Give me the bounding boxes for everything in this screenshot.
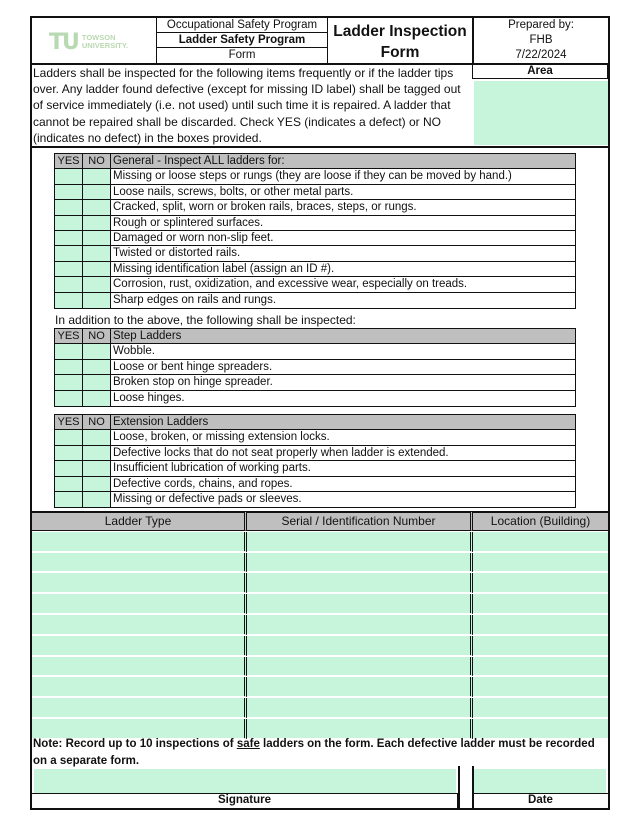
no-checkbox[interactable] <box>83 477 111 491</box>
checklist-row <box>55 262 575 277</box>
grid-header-row <box>32 511 608 532</box>
yes-checkbox[interactable] <box>55 430 83 444</box>
no-checkbox[interactable] <box>83 277 111 291</box>
yes-checkbox[interactable] <box>55 262 83 276</box>
yes-checkbox[interactable] <box>55 200 83 214</box>
signature-input[interactable] <box>34 769 456 793</box>
grid-row <box>32 553 608 574</box>
yes-checkbox[interactable] <box>55 216 83 230</box>
form-title <box>328 18 474 63</box>
checklist-item: Defective locks that do not seat properly when ladder is extended. <box>113 446 449 459</box>
prepared-date: 7/22/2024 <box>515 49 567 61</box>
no-checkbox[interactable] <box>83 391 111 406</box>
ladder-type-input[interactable] <box>32 677 247 697</box>
note-suffix: ladders on the form. Each defective ladder must be recorded on a separate form. <box>33 738 595 767</box>
yes-header: YES <box>55 415 83 429</box>
checklist-row <box>55 391 575 406</box>
checklist-item: Corrosion, rust, oxidization, and excessive wear, especially on treads. <box>113 278 468 291</box>
checklist-row <box>55 216 575 231</box>
checklist-row <box>55 277 575 292</box>
grid-row <box>32 677 608 698</box>
note-underlined: safe <box>236 738 260 750</box>
checklist-row <box>55 446 575 461</box>
checklist-item: Defective cords, chains, and ropes. <box>113 477 293 490</box>
yes-checkbox[interactable] <box>55 277 83 291</box>
program-line-1: Occupational Safety Program <box>157 18 327 33</box>
ladder-type-input[interactable] <box>32 573 247 593</box>
in-addition-text: In addition to the above, the following shall be inspected: <box>55 313 356 327</box>
serial-number-input[interactable] <box>247 553 473 573</box>
checklist-item: Damaged or worn non-slip feet. <box>113 231 274 244</box>
serial-number-input[interactable] <box>247 532 473 552</box>
checklist-header <box>55 329 575 344</box>
yes-checkbox[interactable] <box>55 169 83 183</box>
instructions-text: Ladders shall be inspected for the following items frequently or if the ladder tips over. Any ladder found defective (except for missing ID label) shall be tagged out of service immediately (i.e. not used) until such time it is repaired. A ladder that cannot be repaired shall be discarded. Check YES (indicates a defect) or NO (indicates no defect) in the boxes provided. <box>33 66 461 145</box>
form-header <box>30 16 610 65</box>
ladder-type-input[interactable] <box>32 657 247 677</box>
frame-right <box>608 65 610 810</box>
checklist-row <box>55 360 575 375</box>
no-checkbox[interactable] <box>83 446 111 460</box>
grid-row <box>32 594 608 615</box>
location-input[interactable] <box>473 636 608 656</box>
no-checkbox[interactable] <box>83 262 111 276</box>
no-checkbox[interactable] <box>83 492 111 507</box>
checklist-row <box>55 461 575 476</box>
checklist-row <box>55 200 575 215</box>
area-input[interactable] <box>474 81 608 145</box>
ladder-type-input[interactable] <box>32 532 247 552</box>
logo-mark: TU <box>49 29 78 55</box>
yes-checkbox[interactable] <box>55 461 83 475</box>
no-checkbox[interactable] <box>83 246 111 260</box>
ladder-type-input[interactable] <box>32 636 247 656</box>
checklist-item: Loose nails, screws, bolts, or other metal parts. <box>113 185 354 198</box>
no-checkbox[interactable] <box>83 293 111 308</box>
prepared-by-value: FHB <box>529 34 553 46</box>
inspection-record-grid <box>32 511 608 740</box>
location-header: Location (Building) <box>473 511 608 531</box>
prepared-by-label: Prepared by: <box>508 19 574 31</box>
location-input[interactable] <box>473 573 608 593</box>
ladder-type-input[interactable] <box>32 698 247 718</box>
serial-number-input[interactable] <box>247 573 473 593</box>
checklist-row <box>55 344 575 359</box>
grid-row <box>32 615 608 636</box>
grid-row <box>32 532 608 553</box>
serial-number-input[interactable] <box>247 615 473 635</box>
area-label: Area <box>472 65 608 79</box>
checklist-item: Insufficient lubrication of working parts. <box>113 462 311 475</box>
checklist-row <box>55 185 575 200</box>
no-checkbox[interactable] <box>83 169 111 183</box>
checklist-row <box>55 477 575 492</box>
extension-heading: Extension Ladders <box>111 415 575 429</box>
checklist-row <box>55 293 575 308</box>
yes-checkbox[interactable] <box>55 477 83 491</box>
no-checkbox[interactable] <box>83 200 111 214</box>
program-line-3: Form <box>228 49 256 61</box>
yes-checkbox[interactable] <box>55 360 83 374</box>
no-checkbox[interactable] <box>83 360 111 374</box>
checklist-item: Missing or defective pads or sleeves. <box>113 492 302 505</box>
checklist-item: Missing identification label (assign an ID #). <box>113 262 335 275</box>
checklist-header <box>55 415 575 430</box>
checklist-item: Missing or loose steps or rungs (they are loose if they can be moved by hand.) <box>113 170 512 183</box>
location-input[interactable] <box>473 594 608 614</box>
yes-header: YES <box>55 154 83 168</box>
location-input[interactable] <box>473 615 608 635</box>
ladder-type-input[interactable] <box>32 594 247 614</box>
checklist-item: Cracked, split, worn or broken rails, braces, steps, or rungs. <box>113 201 417 214</box>
frame-bottom <box>30 808 610 810</box>
step-heading: Step Ladders <box>111 329 575 343</box>
general-heading: General - Inspect ALL ladders for: <box>111 154 575 168</box>
no-checkbox[interactable] <box>83 430 111 444</box>
program-cell <box>156 18 328 63</box>
checklist-row <box>55 169 575 184</box>
yes-checkbox[interactable] <box>55 446 83 460</box>
no-checkbox[interactable] <box>83 185 111 199</box>
logo-cell <box>32 18 156 63</box>
location-input[interactable] <box>473 553 608 573</box>
location-input[interactable] <box>473 532 608 552</box>
checklist-row <box>55 492 575 507</box>
location-input[interactable] <box>473 698 608 718</box>
no-header: NO <box>83 415 111 429</box>
title-line-2: Form <box>380 44 420 61</box>
general-checklist <box>54 153 576 309</box>
ladder-type-input[interactable] <box>32 615 247 635</box>
signature-label: Signature <box>32 793 458 808</box>
step-ladder-checklist <box>54 328 576 407</box>
divider <box>32 146 608 148</box>
checklist-row <box>55 246 575 261</box>
yes-checkbox[interactable] <box>55 391 83 406</box>
serial-number-input[interactable] <box>247 594 473 614</box>
no-checkbox[interactable] <box>83 344 111 358</box>
yes-checkbox[interactable] <box>55 246 83 260</box>
yes-checkbox[interactable] <box>55 344 83 358</box>
checklist-item: Loose hinges. <box>113 391 185 404</box>
checklist-item: Loose, broken, or missing extension locks. <box>113 431 330 444</box>
checklist-item: Wobble. <box>113 345 155 358</box>
serial-number-input[interactable] <box>247 657 473 677</box>
serial-number-input[interactable] <box>247 636 473 656</box>
checklist-item: Sharp edges on rails and rungs. <box>113 293 277 306</box>
yes-checkbox[interactable] <box>55 185 83 199</box>
date-input[interactable] <box>474 769 606 793</box>
note-text <box>33 736 605 769</box>
yes-checkbox[interactable] <box>55 492 83 507</box>
no-checkbox[interactable] <box>83 231 111 245</box>
grid-row <box>32 698 608 719</box>
no-header: NO <box>83 154 111 168</box>
location-input[interactable] <box>473 657 608 677</box>
no-checkbox[interactable] <box>83 375 111 389</box>
divider <box>458 766 460 808</box>
ladder-type-input[interactable] <box>32 553 247 573</box>
checklist-row <box>55 430 575 445</box>
yes-checkbox[interactable] <box>55 375 83 389</box>
towson-logo <box>49 28 139 56</box>
extension-ladder-checklist <box>54 414 576 508</box>
no-header: NO <box>83 329 111 343</box>
serial-number-header: Serial / Identification Number <box>247 511 473 531</box>
grid-row <box>32 573 608 594</box>
ladder-type-header: Ladder Type <box>32 511 247 531</box>
grid-body <box>32 532 608 740</box>
no-checkbox[interactable] <box>83 216 111 230</box>
checklist-row <box>55 375 575 390</box>
checklist-header <box>55 154 575 169</box>
location-input[interactable] <box>473 677 608 697</box>
title-line-1: Ladder Inspection <box>333 23 467 40</box>
grid-row <box>32 636 608 657</box>
note-prefix: Note: Record up to 10 inspections of <box>33 738 237 750</box>
yes-checkbox[interactable] <box>55 231 83 245</box>
logo-line2: UNIVERSITY. <box>81 41 129 50</box>
yes-header: YES <box>55 329 83 343</box>
date-label: Date <box>472 793 608 808</box>
logo-line1: TOWSON <box>81 33 116 42</box>
program-line-2: Ladder Safety Program <box>157 33 327 48</box>
no-checkbox[interactable] <box>83 461 111 475</box>
grid-row <box>32 657 608 678</box>
serial-number-input[interactable] <box>247 698 473 718</box>
checklist-item: Loose or bent hinge spreaders. <box>113 360 273 373</box>
checklist-item: Twisted or distorted rails. <box>113 247 241 260</box>
yes-checkbox[interactable] <box>55 293 83 308</box>
prepared-by-cell <box>474 18 608 63</box>
checklist-item: Rough or splintered surfaces. <box>113 216 264 229</box>
checklist-row <box>55 231 575 246</box>
checklist-item: Broken stop on hinge spreader. <box>113 376 273 389</box>
serial-number-input[interactable] <box>247 677 473 697</box>
